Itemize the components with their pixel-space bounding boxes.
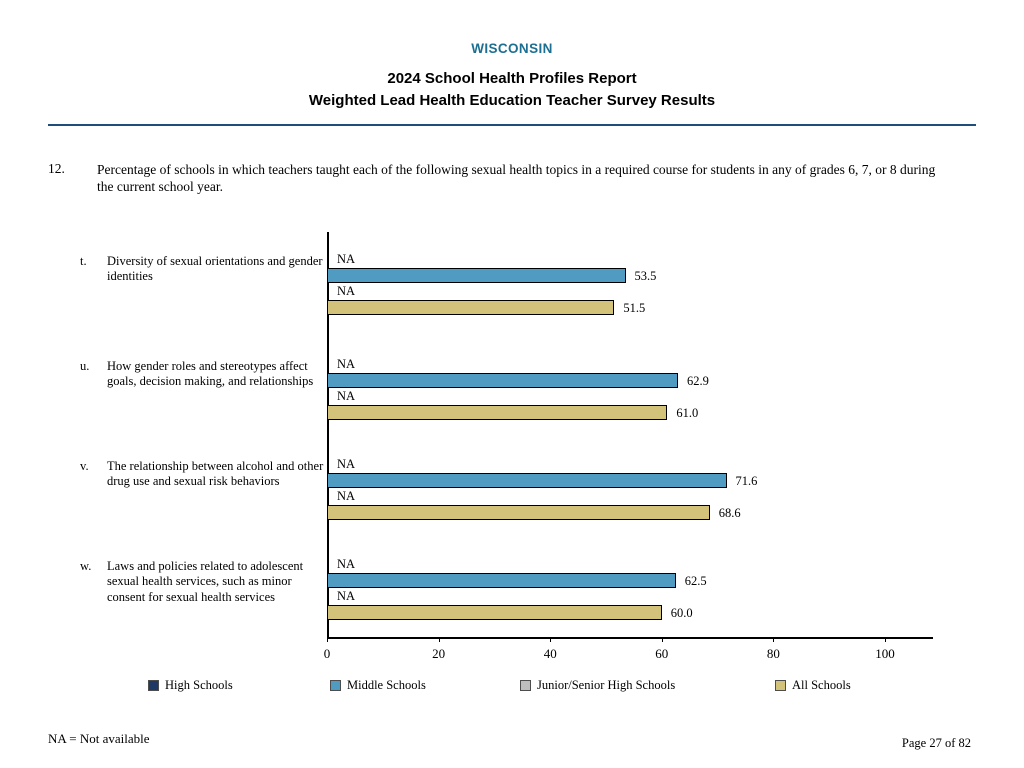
x-tick — [885, 637, 886, 642]
bar-middle-schools — [327, 373, 678, 388]
question-block — [48, 161, 948, 196]
bar-all-schools — [327, 405, 667, 420]
na-label: NA — [337, 389, 356, 403]
legend-item-all-schools — [775, 678, 851, 693]
bar-chart — [0, 232, 1024, 672]
na-label: NA — [337, 252, 356, 266]
category-letter: v. — [80, 459, 89, 473]
value-label: 71.6 — [735, 474, 758, 488]
x-tick-label: 60 — [655, 646, 669, 661]
na-label: NA — [337, 284, 356, 298]
category-letter: t. — [80, 254, 87, 268]
category-letter: w. — [80, 559, 92, 573]
category-label: Diversity of sexual orientations and gender identities — [107, 254, 323, 284]
value-label: 60.0 — [670, 606, 693, 620]
legend-label: High Schools — [165, 678, 233, 692]
report-subtitle: Weighted Lead Health Education Teacher Survey Results — [308, 92, 716, 109]
x-tick — [662, 637, 663, 642]
report-title: 2024 School Health Profiles Report — [387, 70, 637, 87]
value-label: 62.5 — [684, 574, 707, 588]
value-label: 62.9 — [686, 374, 709, 388]
legend-swatch — [148, 680, 159, 691]
value-label: 68.6 — [718, 506, 741, 520]
category-label: The relationship between alcohol and other drug use and sexual risk behaviors — [107, 459, 324, 489]
bar-middle-schools — [327, 573, 676, 588]
na-note: NA = Not available — [48, 731, 150, 746]
x-tick — [327, 637, 328, 642]
x-tick — [773, 637, 774, 642]
legend-label: Junior/Senior High Schools — [537, 678, 676, 692]
na-label: NA — [337, 357, 356, 371]
category-label: How gender roles and stereotypes affect goals, decision making, and relationships — [107, 359, 314, 389]
bar-all-schools — [327, 300, 614, 315]
na-label: NA — [337, 557, 356, 571]
legend-label: All Schools — [792, 678, 851, 692]
bar-middle-schools — [327, 473, 727, 488]
x-tick-label: 80 — [766, 646, 780, 661]
na-label: NA — [337, 589, 356, 603]
page-number: Page 27 of 82 — [901, 736, 971, 750]
value-label: 53.5 — [634, 269, 657, 283]
state-title: WISCONSIN — [471, 41, 553, 56]
legend-item-middle-schools — [330, 678, 426, 693]
x-tick-label: 100 — [875, 646, 895, 661]
legend-item-high-schools — [148, 678, 233, 693]
category-label: Laws and policies related to adolescent sexual health services, such as minor consent for sexual health services — [107, 559, 304, 604]
x-axis-line — [327, 637, 933, 639]
value-label: 51.5 — [623, 301, 646, 315]
bar-all-schools — [327, 605, 662, 620]
bar-middle-schools — [327, 268, 626, 283]
legend-item-junior-senior-high-schools — [520, 678, 675, 693]
value-label: 61.0 — [676, 406, 699, 420]
legend-label: Middle Schools — [347, 678, 426, 692]
na-label: NA — [337, 489, 356, 503]
x-tick — [439, 637, 440, 642]
x-tick-label: 40 — [543, 646, 557, 661]
legend-swatch — [330, 680, 341, 691]
question-number: 12. — [48, 161, 65, 176]
chart-legend — [0, 678, 1024, 696]
x-tick-label: 20 — [432, 646, 446, 661]
bar-all-schools — [327, 505, 710, 520]
question-text: Percentage of schools in which teachers taught each of the following sexual health topics in a required course for students in any of grades 6, 7, or 8 during the current school year. — [97, 162, 936, 195]
legend-swatch — [775, 680, 786, 691]
legend-swatch — [520, 680, 531, 691]
x-tick — [550, 637, 551, 642]
na-label: NA — [337, 457, 356, 471]
x-tick-label: 0 — [323, 646, 331, 661]
header-divider — [48, 124, 976, 126]
category-letter: u. — [80, 359, 90, 373]
